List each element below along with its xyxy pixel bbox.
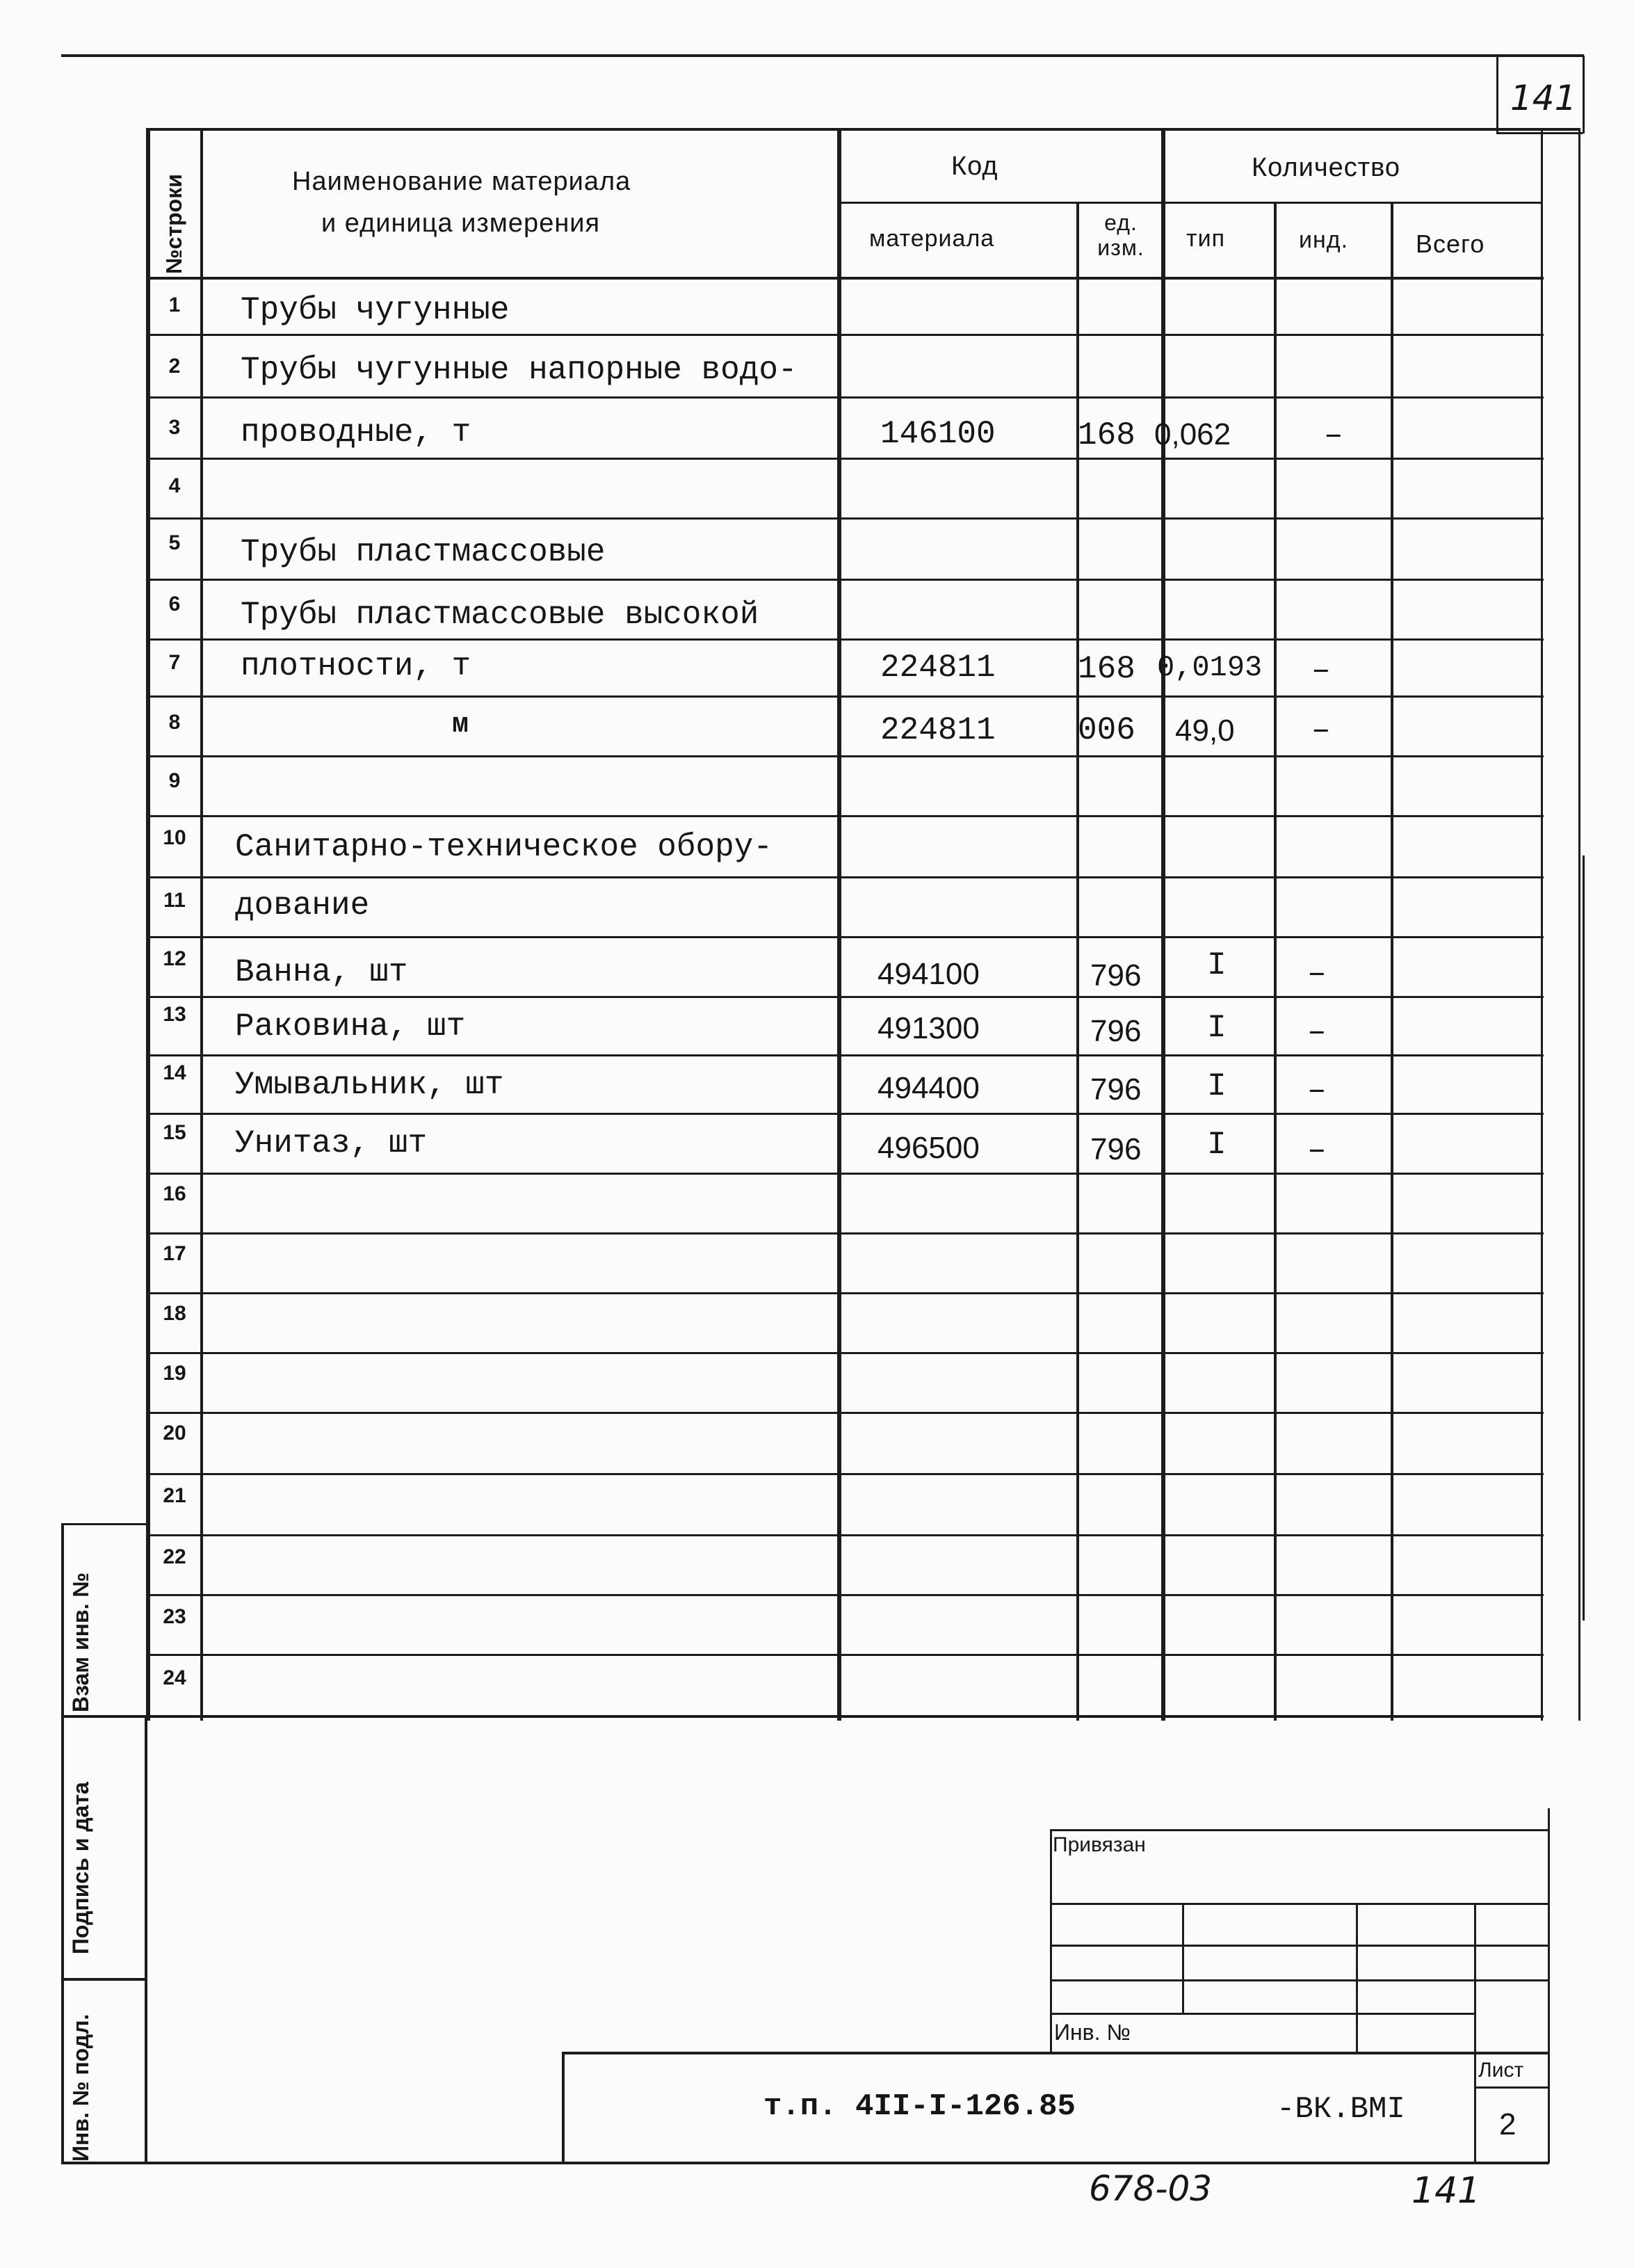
table-top-border [146, 128, 1578, 131]
row-qty-ind: – [1324, 417, 1343, 453]
row-line [146, 638, 1544, 641]
tb-inv-no-label: Инв. № [1054, 2020, 1131, 2045]
margin-strip-div1 [61, 1715, 147, 1718]
row-number: 24 [163, 1666, 186, 1689]
quantity-header: Количество [1252, 153, 1401, 182]
row-qty-ind: – [1311, 712, 1331, 748]
row-qty-ind: – [1307, 1072, 1327, 1109]
tb-sheet-number: 2 [1499, 2107, 1516, 2141]
table-bottom-line [146, 1715, 1544, 1718]
row-unit-code: 796 [1090, 958, 1142, 992]
row-line [146, 1352, 1544, 1354]
row-number: 20 [163, 1422, 186, 1445]
page-bottom-border [61, 2162, 1549, 2164]
row-line [146, 996, 1544, 998]
row-line [146, 1412, 1544, 1414]
row-number: 16 [163, 1182, 186, 1205]
type-col-border [1274, 203, 1277, 1721]
margin-inv-no-podl: Инв. № подл. [68, 2013, 93, 2162]
row-qty-type: I [1207, 1010, 1227, 1046]
header-mid-line [837, 202, 1542, 204]
margin-strip-div2 [61, 1978, 147, 1981]
row-unit-code: 796 [1090, 1014, 1142, 1048]
row-material-code: 494400 [877, 1071, 980, 1105]
tb-main-top [563, 2052, 1549, 2054]
row-name: Санитарно-техническое обору- [235, 829, 772, 865]
row-name: Умывальник, шт [235, 1067, 504, 1103]
row-number: 21 [163, 1484, 186, 1507]
rownum-col-border [200, 128, 203, 1721]
row-line [146, 1594, 1544, 1596]
qty-total-header: Всего [1416, 230, 1485, 258]
row-number: 15 [163, 1121, 186, 1144]
margin-strip-left [61, 1523, 64, 2163]
header-bottom-line [146, 277, 1544, 280]
row-line [146, 579, 1544, 581]
row-name: плотности, т [241, 648, 471, 684]
row-number: 13 [163, 1003, 186, 1026]
row-material-code: 494100 [877, 957, 980, 991]
corner-box-bottom [1496, 132, 1583, 134]
code-unit-header: ед. изм. [1097, 210, 1144, 260]
row-qty-type: 0,0193 [1157, 651, 1263, 684]
row-number: 11 [163, 889, 186, 912]
row-name: Трубы чугунные [241, 292, 510, 328]
row-line [146, 1292, 1544, 1294]
tb-grid-col [1182, 1903, 1184, 2014]
tb-doc-code: т.п. 4II-I-126.85 [763, 2089, 1076, 2124]
tb-privyazan-label: Привязан [1053, 1833, 1146, 1856]
row-qty-type: I [1207, 1068, 1227, 1104]
row-material-code: 224811 [880, 712, 996, 748]
row-name: Трубы пластмассовые высокой [241, 597, 759, 633]
row-number-header: №строки [161, 174, 186, 274]
footer-page-number: 141 [1411, 2170, 1481, 2212]
row-unit-code: 796 [1090, 1072, 1142, 1107]
row-number: 7 [168, 651, 181, 674]
margin-strip-top [61, 1523, 147, 1525]
row-line [146, 517, 1544, 520]
row-number: 14 [163, 1061, 186, 1084]
name-header-line1: Наименование материала [292, 167, 631, 196]
margin-signature-date: Подпись и дата [68, 1782, 93, 1954]
row-line [146, 1173, 1544, 1175]
row-number: 18 [163, 1302, 186, 1325]
row-name: Унитаз, шт [235, 1125, 428, 1161]
tb-grid-col [1474, 1903, 1476, 2163]
row-material-code: 224811 [880, 650, 996, 686]
tb-sheet-divider [1474, 2086, 1549, 2089]
tb-grid-col [1356, 1903, 1358, 2052]
row-material-code: 146100 [880, 416, 996, 452]
row-qty-ind: – [1307, 1014, 1327, 1050]
row-unit-code: 006 [1078, 712, 1135, 748]
row-qty-type: I [1207, 947, 1227, 983]
row-line [146, 1054, 1544, 1056]
tb-grid-line [1050, 2013, 1474, 2015]
row-material-code: 491300 [877, 1011, 980, 1045]
row-number: 6 [168, 593, 181, 616]
row-qty-ind: – [1307, 956, 1327, 992]
row-line [146, 1654, 1544, 1656]
unit-col-border [1161, 128, 1165, 1721]
row-line [146, 334, 1544, 336]
margin-vzam-inv: Взам инв. № [68, 1572, 93, 1712]
row-number: 12 [163, 947, 186, 970]
row-line [146, 1473, 1544, 1475]
tb-privyazan-top [1050, 1829, 1549, 1831]
row-qty-ind: – [1311, 652, 1331, 689]
row-number: 3 [168, 416, 181, 439]
row-material-code: 496500 [877, 1131, 980, 1165]
row-number: 10 [163, 826, 186, 849]
corner-box-right [1583, 56, 1585, 134]
row-number: 9 [168, 769, 181, 792]
code-material-header: материала [869, 225, 995, 252]
row-line [146, 458, 1544, 460]
row-number: 23 [163, 1605, 186, 1628]
code-header: Код [951, 152, 998, 181]
row-line [146, 1232, 1544, 1234]
tb-sheet-label: Лист [1478, 2059, 1524, 2082]
corner-page-number: 141 [1510, 78, 1577, 118]
qty-type-header: тип [1186, 225, 1225, 252]
row-line [146, 1113, 1544, 1115]
row-line [146, 1534, 1544, 1536]
row-line [146, 396, 1544, 399]
name-col-border [837, 128, 841, 1721]
row-name: Трубы чугунные напорные водо- [241, 352, 798, 388]
row-name: Раковина, шт [235, 1008, 466, 1045]
row-qty-type: 49,0 [1175, 714, 1235, 748]
right-edge-line [1578, 128, 1580, 1721]
row-line [146, 755, 1544, 757]
footer-archive-code: 678-03 [1089, 2169, 1213, 2209]
row-number: 19 [163, 1362, 186, 1385]
row-number: 5 [168, 531, 181, 554]
row-name: проводные, т [241, 415, 471, 451]
page-right-border-lower [1548, 1808, 1550, 2163]
row-number: 22 [163, 1545, 186, 1568]
row-qty-type: 0,062 [1154, 417, 1231, 451]
row-name: м [452, 709, 469, 741]
row-name: Ванна, шт [235, 954, 408, 990]
row-unit-code: 168 [1078, 651, 1135, 687]
top-border-line [61, 54, 1584, 57]
row-line [146, 815, 1544, 817]
row-qty-type: I [1207, 1127, 1227, 1163]
row-number: 4 [168, 474, 181, 497]
tb-doc-suffix: -ВК.ВМI [1277, 2092, 1405, 2127]
qty-ind-header: инд. [1299, 227, 1349, 253]
row-number: 1 [168, 293, 181, 316]
row-name: дование [235, 887, 370, 924]
far-right-mark-line [1583, 855, 1585, 1620]
row-qty-ind: – [1307, 1132, 1327, 1168]
row-number: 2 [168, 355, 181, 378]
name-header-line2: и единица измерения [321, 209, 601, 238]
ind-col-border [1391, 203, 1393, 1721]
total-col-border [1541, 128, 1543, 1721]
tb-privyazan-left [1050, 1829, 1052, 2052]
row-unit-code: 168 [1078, 417, 1135, 453]
row-unit-code: 796 [1090, 1132, 1142, 1166]
margin-strip-right [145, 1715, 147, 2163]
row-number: 8 [168, 711, 181, 734]
row-line [146, 695, 1544, 698]
corner-box-left [1496, 56, 1498, 134]
row-number: 17 [163, 1242, 186, 1265]
row-name: Трубы пластмассовые [241, 534, 606, 570]
row-line [146, 876, 1544, 878]
tb-main-left [562, 2052, 565, 2163]
row-line [146, 936, 1544, 938]
